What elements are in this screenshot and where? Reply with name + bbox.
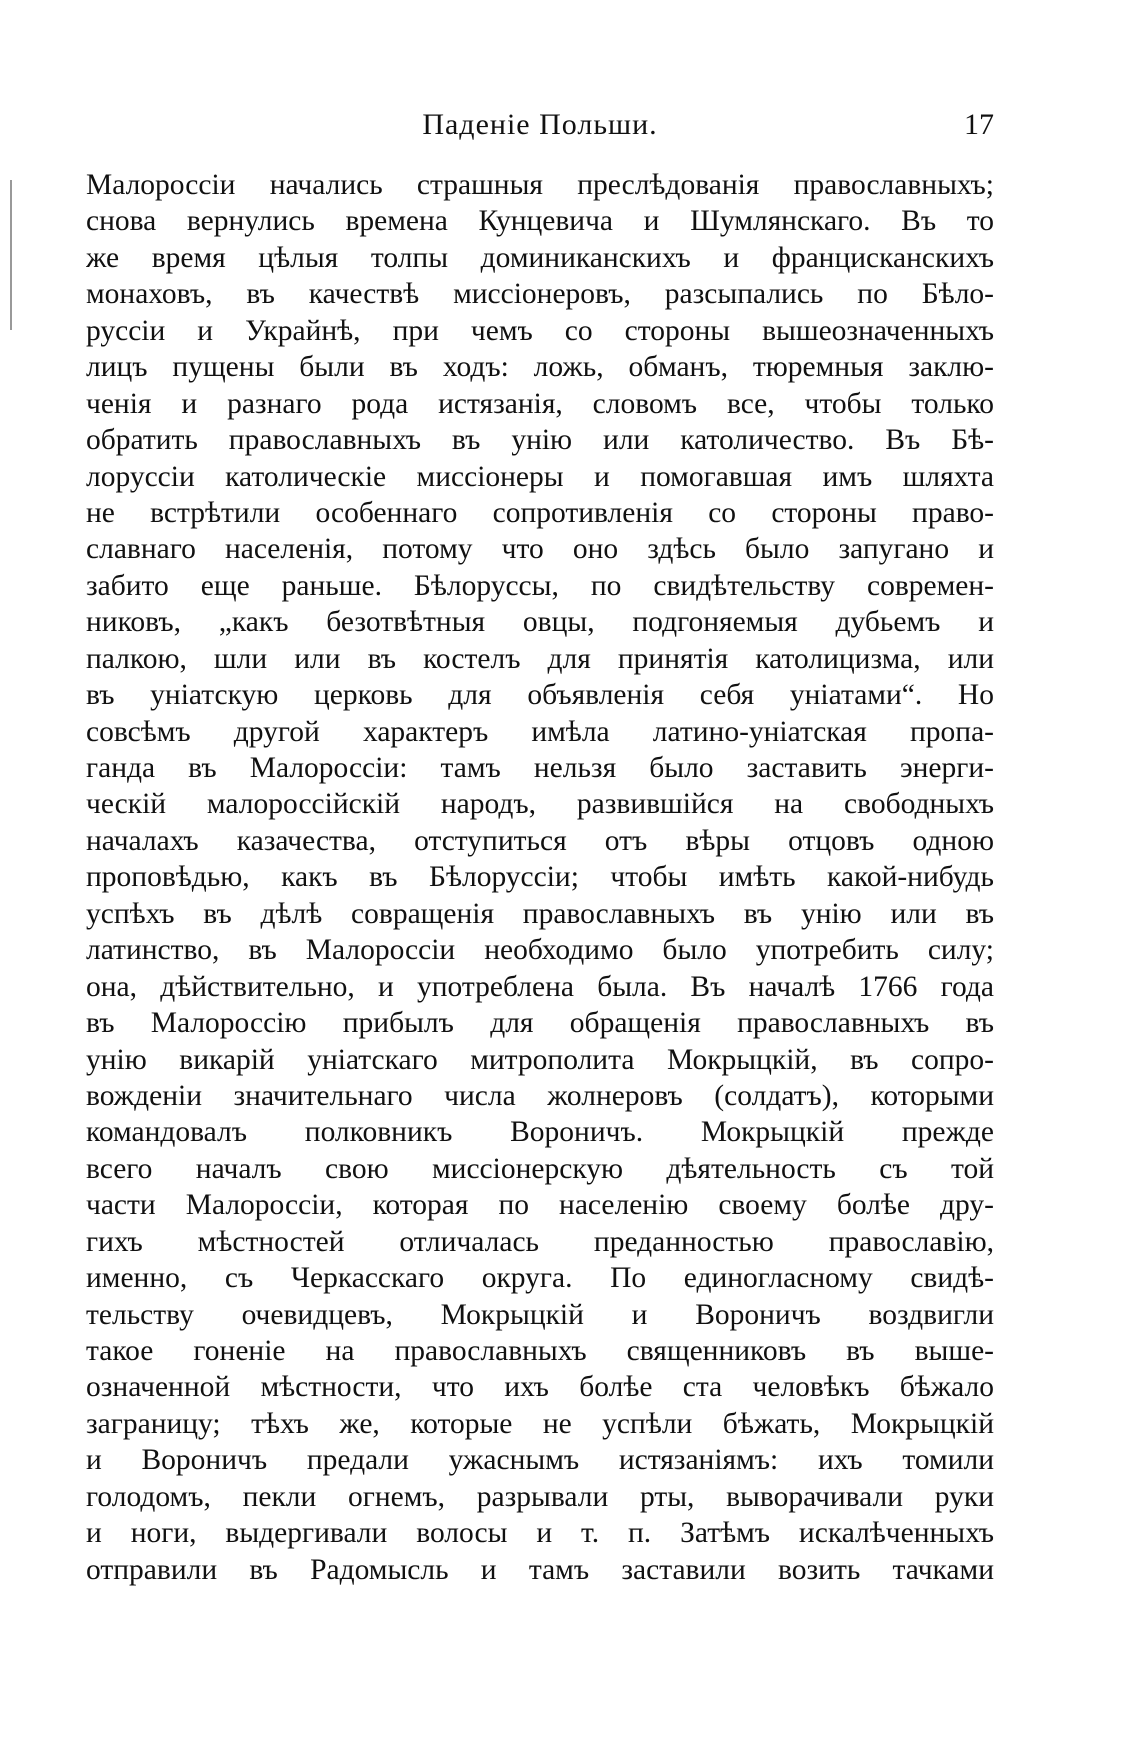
- text-line: не встрѣтили особеннаго сопротивленія со стороны право-: [86, 496, 994, 529]
- text-line: забито еще раньше. Бѣлоруссы, по свидѣтельству современ-: [86, 569, 994, 602]
- text-line: обратить православныхъ въ унію или католичество. Въ Бѣ-: [86, 424, 994, 457]
- text-line: латинство, въ Малороссіи необходимо было употребить силу;: [86, 934, 994, 967]
- text-line: успѣхъ въ дѣлѣ совращенія православныхъ въ унію или въ: [86, 897, 994, 930]
- text-line: началахъ казачества, отступиться отъ вѣры отцовъ одною: [86, 824, 994, 857]
- text-line: и Вороничъ предали ужаснымъ истязаніямъ: ихъ томили: [86, 1444, 994, 1477]
- text-line: лицъ пущены были въ ходъ: ложь, обманъ, тюремныя заклю-: [86, 351, 994, 384]
- page-number: 17: [964, 108, 994, 141]
- text-line: такое гоненіе на православныхъ священниковъ въ выше-: [86, 1335, 994, 1367]
- text-line: заграницу; тѣхъ же, которые не успѣли бѣжать, Мокрыцкій: [86, 1407, 994, 1440]
- text-line: Малороссіи начались страшныя преслѣдованія православныхъ;: [86, 169, 994, 201]
- text-line: голодомъ, пекли огнемъ, разрывали рты, выворачивали руки: [86, 1480, 994, 1513]
- text-line: означенной мѣстности, что ихъ болѣе ста человѣкъ бѣжало: [86, 1371, 994, 1404]
- text-line: вожденіи значительнаго числа жолнеровъ (солдатъ), которыми: [86, 1079, 994, 1112]
- text-line: и ноги, выдергивали волосы и т. п. Затѣмъ искалѣченныхъ: [86, 1517, 994, 1550]
- text-line: проповѣдью, какъ въ Бѣлоруссіи; чтобы имѣть какой-нибудь: [86, 861, 994, 894]
- text-line: тельству очевидцевъ, Мокрыцкій и Вороничъ воздвигли: [86, 1298, 994, 1331]
- body-text: [86, 167, 994, 1588]
- margin-rule: [10, 180, 12, 330]
- text-line: части Малороссіи, которая по населенію своему болѣе дру-: [86, 1189, 994, 1222]
- text-line: совсѣмъ другой характеръ имѣла латино-уніатская пропа-: [86, 715, 994, 748]
- text-line: снова вернулись времена Кунцевича и Шумлянскаго. Въ то: [86, 205, 994, 238]
- text-line: руссіи и Украйнѣ, при чемъ со стороны вышеозначенныхъ: [86, 314, 994, 347]
- text-line: лоруссіи католическіе миссіонеры и помогавшая имъ шляхта: [86, 460, 994, 493]
- text-line: же время цѣлыя толпы доминиканскихъ и францисканскихъ: [86, 241, 994, 274]
- text-line: палкою, шли или въ костелъ для принятія католицизма, или: [86, 642, 994, 675]
- page-header: [86, 108, 994, 148]
- text-line: монаховъ, въ качествѣ миссіонеровъ, разсыпались по Бѣло-: [86, 278, 994, 311]
- text-line: въ Малороссію прибылъ для обращенія православныхъ въ: [86, 1007, 994, 1040]
- text-line: унію викарій уніатскаго митрополита Мокрыцкій, въ сопро-: [86, 1043, 994, 1076]
- text-line: ческій малороссійскій народъ, развившійся на свободныхъ: [86, 788, 994, 821]
- text-line: славнаго населенія, потому что оно здѣсь было запугано и: [86, 533, 994, 566]
- text-line: никовъ, „какъ безотвѣтныя овцы, подгоняемыя дубьемъ и: [86, 606, 994, 639]
- running-title: Паденіе Польши.: [422, 108, 658, 141]
- text-line: командовалъ полковникъ Вороничъ. Мокрыцкій прежде: [86, 1116, 994, 1149]
- text-line: гихъ мѣстностей отличалась преданностью православію,: [86, 1225, 994, 1258]
- text-line: всего началъ свою миссіонерскую дѣятельность съ той: [86, 1152, 994, 1185]
- text-line: отправили въ Радомысль и тамъ заставили возить тачками: [86, 1553, 994, 1586]
- text-line: ченія и разнаго рода истязанія, словомъ все, чтобы только: [86, 387, 994, 420]
- text-line: въ уніатскую церковь для объявленія себя уніатами“. Но: [86, 679, 994, 712]
- text-line: именно, съ Черкасскаго округа. По единогласному свидѣ-: [86, 1262, 994, 1295]
- text-line: она, дѣйствительно, и употреблена была. Въ началѣ 1766 года: [86, 970, 994, 1003]
- text-line: ганда въ Малороссіи: тамъ нельзя было заставить энерги-: [86, 752, 994, 784]
